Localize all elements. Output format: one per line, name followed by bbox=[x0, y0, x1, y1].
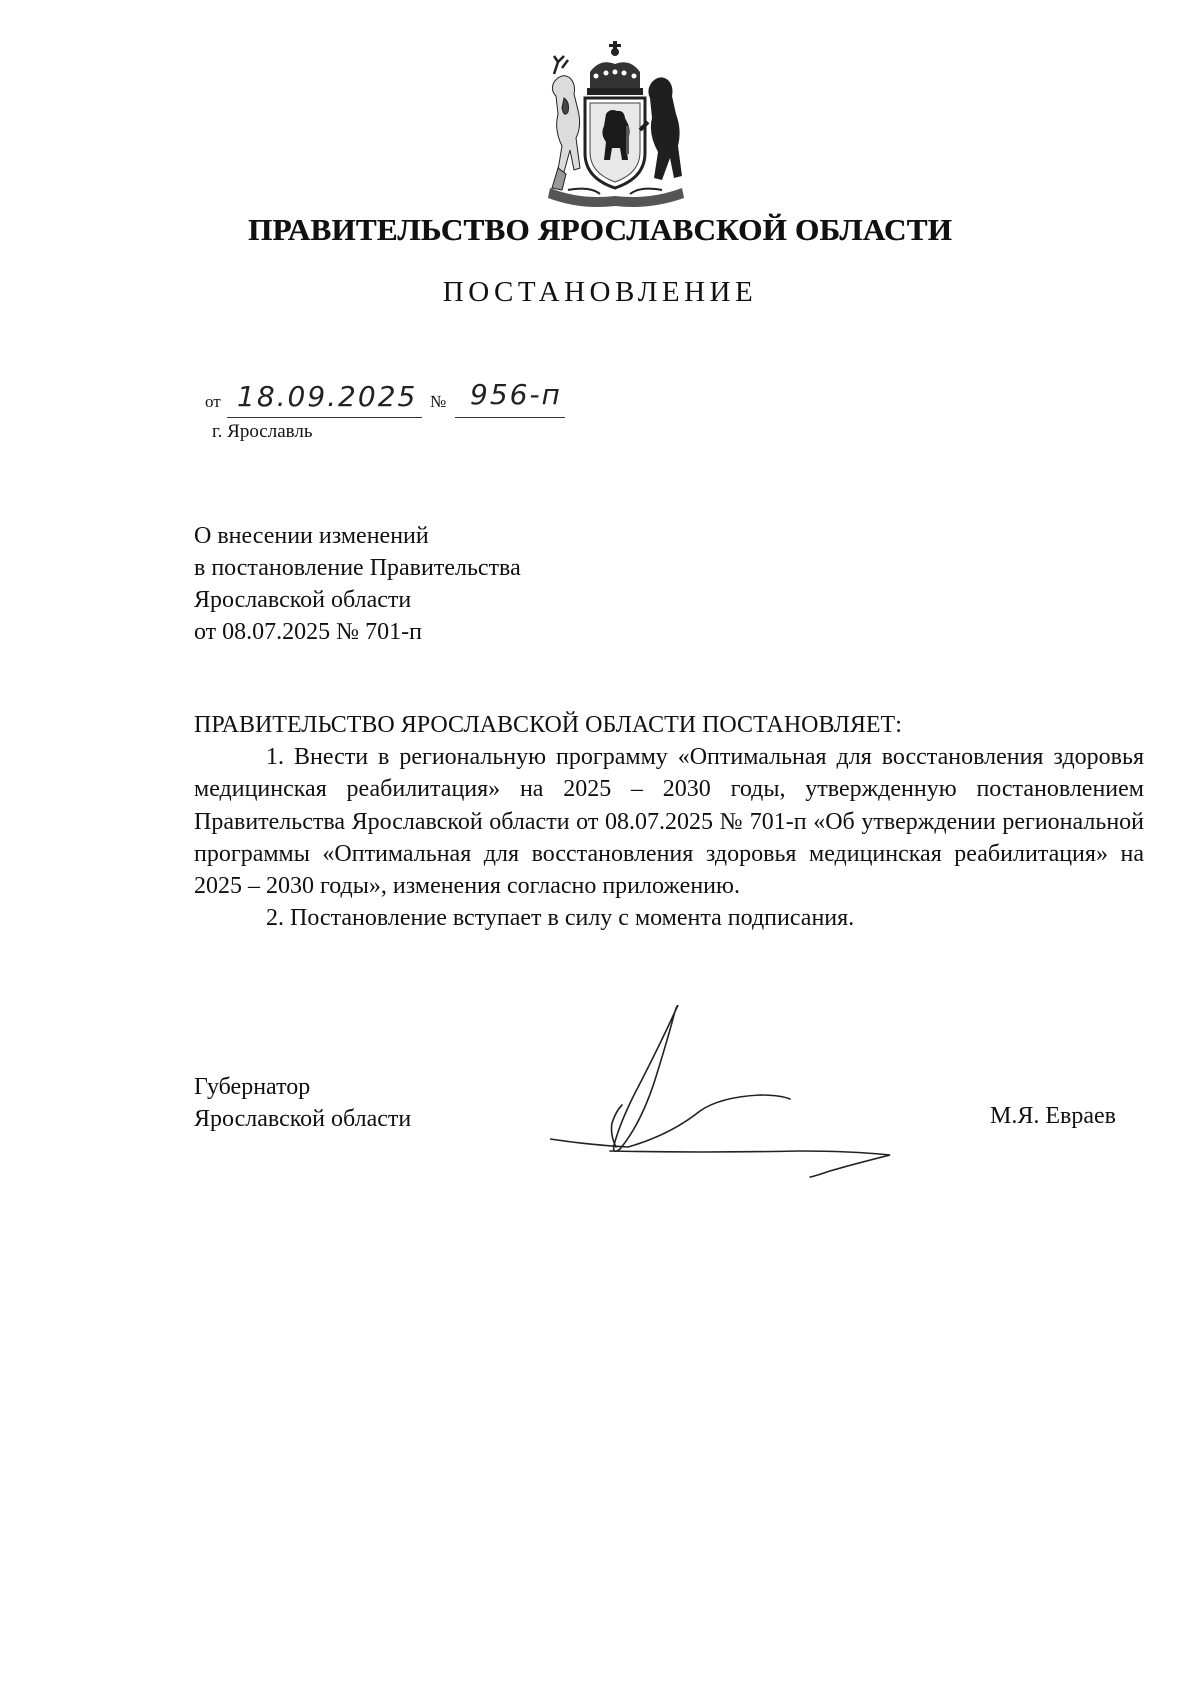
city-label: г. Ярославль bbox=[212, 421, 313, 442]
position-line: Губернатор bbox=[194, 1074, 311, 1100]
handwritten-signature bbox=[550, 1005, 920, 1180]
document-type: ПОСТАНОВЛЕНИЕ bbox=[442, 276, 758, 308]
subject-line: в постановление Правительства bbox=[194, 555, 521, 581]
number-underline bbox=[455, 417, 565, 418]
registration-row bbox=[205, 380, 625, 420]
date-prefix: от bbox=[205, 392, 221, 411]
handwritten-number: 956-п bbox=[470, 378, 562, 411]
position-line: Ярославской области bbox=[194, 1106, 412, 1132]
organization-title: ПРАВИТЕЛЬСТВО ЯРОСЛАВСКОЙ ОБЛАСТИ bbox=[248, 212, 952, 247]
clause-2: 2. Постановление вступает в силу с момента подписания. bbox=[266, 905, 855, 932]
subject-line: от 08.07.2025 № 701-п bbox=[194, 619, 422, 645]
decree-body bbox=[194, 741, 1144, 935]
subject-line: О внесении изменений bbox=[194, 523, 429, 549]
handwritten-date: 18.09.2025 bbox=[237, 380, 418, 413]
decree-heading: ПРАВИТЕЛЬСТВО ЯРОСЛАВСКОЙ ОБЛАСТИ ПОСТАНОВЛЯЕТ: bbox=[194, 712, 902, 738]
coat-of-arms-icon bbox=[540, 38, 690, 210]
number-prefix: № bbox=[430, 392, 447, 411]
subject-line: Ярославской области bbox=[194, 587, 412, 613]
clause-1: 1. Внести в региональную программу «Оптимальная для восстановления здоровья медицинская реабилитация» на 2025 – 2030 годы, утвержденную постановлением Правительства Ярославской области от 08.07.2025 № 701-п «Об утверждении региональной программы «Оптимальная для восстановления здоровья медицинская реабилитация» на 2025 – 2030 годы», изменения согласно приложению. bbox=[194, 744, 1144, 900]
document-subject bbox=[194, 520, 521, 648]
signatory-name: М.Я. Евраев bbox=[990, 1103, 1116, 1129]
signatory-position bbox=[194, 1071, 411, 1135]
date-underline bbox=[227, 417, 422, 418]
